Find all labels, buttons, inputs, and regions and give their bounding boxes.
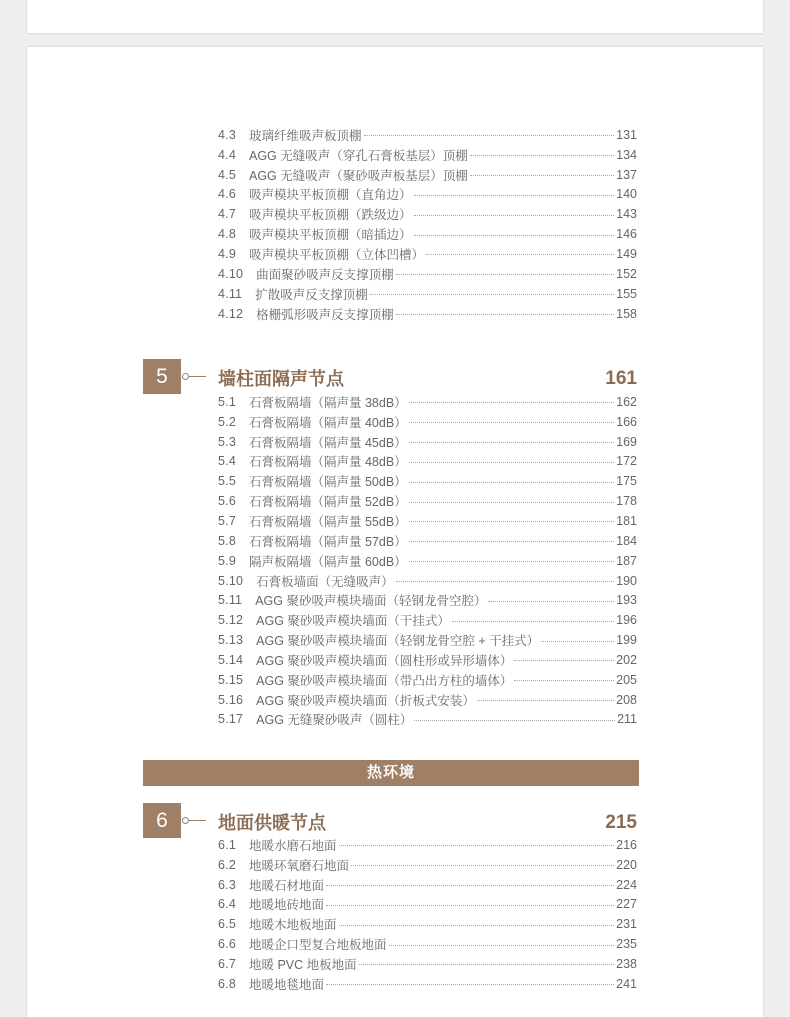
entry-page-number: 169 xyxy=(616,434,637,449)
entry-page-number: 175 xyxy=(616,474,637,489)
dot-leader xyxy=(326,905,614,906)
toc-entry xyxy=(218,610,637,630)
entry-number: 5.7 xyxy=(218,513,236,528)
entry-title: 石膏板隔墙（隔声量 57dB） xyxy=(248,534,407,549)
dot-leader xyxy=(452,621,614,622)
chapter-connector-icon xyxy=(181,359,218,394)
toc-entry xyxy=(218,670,637,690)
entry-number: 6.5 xyxy=(218,917,236,932)
entry-title: 石膏板隔墙（隔声量 40dB） xyxy=(248,415,407,430)
toc-entry xyxy=(218,244,637,264)
entry-page-number: 184 xyxy=(616,533,637,548)
chapter-number-badge: 5 xyxy=(143,359,181,394)
entry-page-number: 140 xyxy=(616,187,637,202)
entry-title: 石膏板隔墙（隔声量 52dB） xyxy=(248,495,407,510)
entry-page-number: 224 xyxy=(616,877,637,892)
entry-number: 5.5 xyxy=(218,474,236,489)
entry-number: 6.8 xyxy=(218,976,236,991)
dot-leader xyxy=(470,175,614,176)
toc-entry xyxy=(218,974,637,994)
entry-title: 石膏板隔墙（隔声量 45dB） xyxy=(248,435,407,450)
entry-page-number: 134 xyxy=(616,147,637,162)
dot-leader xyxy=(414,215,615,216)
dot-leader xyxy=(326,984,614,985)
toc-entry xyxy=(218,690,637,710)
toc-entry xyxy=(218,432,637,452)
dot-leader xyxy=(409,422,614,423)
entry-title: 地暖 PVC 地板地面 xyxy=(248,957,357,972)
chapter-5-entry-list xyxy=(218,392,637,729)
entry-title: AGG 聚砂吸声模块墙面（带凸出方柱的墙体） xyxy=(256,673,513,688)
entry-page-number: 208 xyxy=(616,692,637,707)
dot-leader xyxy=(396,581,614,582)
entry-title: 地暖企口型复合地板地面 xyxy=(248,938,387,953)
chapter-connector-icon xyxy=(181,803,218,838)
toc-entry xyxy=(218,875,637,895)
entry-number: 4.3 xyxy=(218,127,236,142)
entry-number: 4.10 xyxy=(218,266,244,281)
entry-page-number: 172 xyxy=(616,454,637,469)
entry-number: 4.5 xyxy=(218,167,236,182)
connector-dot xyxy=(182,817,189,824)
dot-leader xyxy=(409,521,614,522)
entry-number: 4.12 xyxy=(218,306,244,321)
dot-leader xyxy=(541,641,614,642)
entry-page-number: 231 xyxy=(616,917,637,932)
toc-entry xyxy=(218,165,637,185)
dot-leader xyxy=(426,254,614,255)
entry-number: 6.4 xyxy=(218,897,236,912)
entry-title: AGG 聚砂吸声模块墙面（圆柱形或异形墙体） xyxy=(256,653,513,668)
chapter-title: 墙柱面隔声节点 xyxy=(218,368,344,389)
toc-entry xyxy=(218,511,637,531)
chapter-5-heading xyxy=(143,359,637,394)
dot-leader xyxy=(370,294,614,295)
entry-title: 地暖环氧磨石地面 xyxy=(248,858,349,873)
dot-leader xyxy=(514,680,614,681)
entry-number: 5.16 xyxy=(218,692,244,707)
entry-title: 吸声模块平板顶棚（暗插边） xyxy=(248,228,412,243)
entry-number: 5.14 xyxy=(218,652,244,667)
entry-title: 地暖石材地面 xyxy=(248,878,324,893)
toc-entry xyxy=(218,571,637,591)
toc-entry xyxy=(218,630,637,650)
chapter-number-badge: 6 xyxy=(143,803,181,838)
toc-entry xyxy=(218,185,637,205)
entry-page-number: 190 xyxy=(616,573,637,588)
entry-page-number: 220 xyxy=(616,857,637,872)
entry-page-number: 152 xyxy=(616,266,637,281)
dot-leader xyxy=(514,660,614,661)
dot-leader xyxy=(414,235,615,236)
entry-number: 5.8 xyxy=(218,533,236,548)
dot-leader xyxy=(409,561,614,562)
toc-entry xyxy=(218,145,637,165)
entry-page-number: 162 xyxy=(616,394,637,409)
toc-entry xyxy=(218,551,637,571)
entry-number: 5.10 xyxy=(218,573,244,588)
entry-number: 5.17 xyxy=(218,712,244,727)
dot-leader xyxy=(396,314,614,315)
entry-number: 5.15 xyxy=(218,672,244,687)
entry-number: 6.1 xyxy=(218,837,236,852)
entry-number: 5.12 xyxy=(218,613,244,628)
toc-entry xyxy=(218,855,637,875)
entry-number: 5.11 xyxy=(218,593,243,608)
entry-page-number: 181 xyxy=(616,513,637,528)
entry-page-number: 235 xyxy=(616,937,637,952)
entry-number: 5.3 xyxy=(218,434,236,449)
entry-page-number: 137 xyxy=(616,167,637,182)
entry-page-number: 241 xyxy=(616,976,637,991)
dot-leader xyxy=(409,502,614,503)
entry-page-number: 158 xyxy=(616,306,637,321)
toc-entry xyxy=(218,491,637,511)
toc-entry xyxy=(218,471,637,491)
entry-title: AGG 无缝吸声（聚砂吸声板基层）顶棚 xyxy=(248,168,468,183)
entry-number: 4.7 xyxy=(218,207,236,222)
toc-entry xyxy=(218,264,637,284)
entry-page-number: 149 xyxy=(616,246,637,261)
entry-page-number: 146 xyxy=(616,227,637,242)
entry-title: 石膏板隔墙（隔声量 55dB） xyxy=(248,514,407,529)
entry-title: 地暖木地板地面 xyxy=(248,918,337,933)
entry-page-number: 205 xyxy=(616,672,637,687)
entry-title: 地暖地毯地面 xyxy=(248,977,324,992)
connector-line xyxy=(189,376,206,377)
entry-title: 隔声板隔墙（隔声量 60dB） xyxy=(248,554,407,569)
entry-title: AGG 聚砂吸声模块墙面（折板式安装） xyxy=(256,693,475,708)
entry-title: 石膏板隔墙（隔声量 48dB） xyxy=(248,455,407,470)
entry-number: 5.6 xyxy=(218,494,236,509)
entry-number: 4.11 xyxy=(218,286,243,301)
dot-leader xyxy=(477,700,614,701)
entry-number: 5.4 xyxy=(218,454,236,469)
entry-number: 4.6 xyxy=(218,187,236,202)
toc-entry xyxy=(218,304,637,324)
entry-page-number: 143 xyxy=(616,207,637,222)
entry-title: 曲面聚砂吸声反支撑顶棚 xyxy=(256,267,394,282)
entry-number: 5.1 xyxy=(218,394,236,409)
entry-number: 6.3 xyxy=(218,877,236,892)
chapter-6-entry-list xyxy=(218,835,637,994)
entry-title: 吸声模块平板顶棚（跌级边） xyxy=(248,208,412,223)
entry-page-number: 196 xyxy=(616,613,637,628)
chapter-page-number: 215 xyxy=(605,811,637,833)
chapter-4-entry-list xyxy=(218,125,637,323)
entry-page-number: 211 xyxy=(617,712,637,727)
toc-entry xyxy=(218,125,637,145)
dot-leader xyxy=(414,720,615,721)
dot-leader xyxy=(326,885,614,886)
chapter-6-heading xyxy=(143,803,637,838)
toc-entry xyxy=(218,954,637,974)
entry-number: 6.7 xyxy=(218,956,236,971)
dot-leader xyxy=(389,945,615,946)
connector-dot xyxy=(182,373,189,380)
previous-page-card xyxy=(27,0,763,33)
entry-title: AGG 聚砂吸声模块墙面（干挂式） xyxy=(256,614,450,629)
entry-title: 吸声模块平板顶棚（直角边） xyxy=(248,188,412,203)
entry-title: 扩散吸声反支撑顶棚 xyxy=(255,287,368,302)
toc-entry xyxy=(218,392,637,412)
entry-title: AGG 无缝吸声（穿孔石膏板基层）顶棚 xyxy=(248,148,468,163)
connector-line xyxy=(189,820,206,821)
toc-entry xyxy=(218,590,637,610)
entry-page-number: 178 xyxy=(616,494,637,509)
entry-number: 4.4 xyxy=(218,147,236,162)
dot-leader xyxy=(339,925,615,926)
entry-title: 石膏板墙面（无缝吸声） xyxy=(256,574,394,589)
dot-leader xyxy=(409,442,614,443)
dot-leader xyxy=(351,865,614,866)
entry-title: 吸声模块平板顶棚（立体凹槽） xyxy=(248,247,424,262)
toc-entry xyxy=(218,204,637,224)
toc-entry xyxy=(218,412,637,432)
entry-title: AGG 聚砂吸声模块墙面（轻钢龙骨空腔 + 干挂式） xyxy=(256,634,540,649)
entry-title: 石膏板隔墙（隔声量 50dB） xyxy=(248,475,407,490)
toc-entry xyxy=(218,895,637,915)
entry-page-number: 199 xyxy=(616,633,637,648)
entry-page-number: 238 xyxy=(616,956,637,971)
toc-entry xyxy=(218,531,637,551)
entry-page-number: 166 xyxy=(616,414,637,429)
entry-page-number: 193 xyxy=(616,593,637,608)
toc-entry xyxy=(218,284,637,304)
chapter-title: 地面供暖节点 xyxy=(218,812,326,833)
entry-number: 4.9 xyxy=(218,246,236,261)
dot-leader xyxy=(339,845,615,846)
toc-entry xyxy=(218,650,637,670)
dot-leader xyxy=(409,462,614,463)
dot-leader xyxy=(470,155,614,156)
entry-title: 格栅弧形吸声反支撑顶棚 xyxy=(256,307,394,322)
entry-number: 6.2 xyxy=(218,857,236,872)
entry-page-number: 131 xyxy=(616,127,637,142)
entry-title: AGG 无缝聚砂吸声（圆柱） xyxy=(256,713,413,728)
toc-entry xyxy=(218,710,637,730)
entry-title: 石膏板隔墙（隔声量 38dB） xyxy=(248,395,407,410)
dot-leader xyxy=(364,135,615,136)
dot-leader xyxy=(409,402,614,403)
entry-page-number: 227 xyxy=(616,897,637,912)
entry-number: 6.6 xyxy=(218,937,236,952)
dot-leader xyxy=(409,482,614,483)
entry-title: AGG 聚砂吸声模块墙面（轻钢龙骨空腔） xyxy=(255,594,487,609)
dot-leader xyxy=(409,541,614,542)
entry-title: 地暖水磨石地面 xyxy=(248,838,337,853)
entry-title: 地暖地砖地面 xyxy=(248,898,324,913)
entry-number: 5.9 xyxy=(218,553,236,568)
dot-leader xyxy=(359,964,615,965)
entry-number: 5.2 xyxy=(218,414,236,429)
toc-entry xyxy=(218,452,637,472)
toc-entry xyxy=(218,835,637,855)
toc-entry xyxy=(218,934,637,954)
entry-number: 5.13 xyxy=(218,633,244,648)
chapter-page-number: 161 xyxy=(605,367,637,389)
toc-entry xyxy=(218,914,637,934)
entry-title: 玻璃纤维吸声板顶棚 xyxy=(248,128,362,143)
dot-leader xyxy=(396,274,614,275)
toc-entry xyxy=(218,224,637,244)
entry-number: 4.8 xyxy=(218,227,236,242)
part-banner: 热环境 xyxy=(143,760,639,786)
dot-leader xyxy=(488,601,614,602)
entry-page-number: 216 xyxy=(616,837,637,852)
entry-page-number: 187 xyxy=(616,553,637,568)
entry-page-number: 202 xyxy=(616,652,637,667)
entry-page-number: 155 xyxy=(616,286,637,301)
dot-leader xyxy=(414,195,615,196)
